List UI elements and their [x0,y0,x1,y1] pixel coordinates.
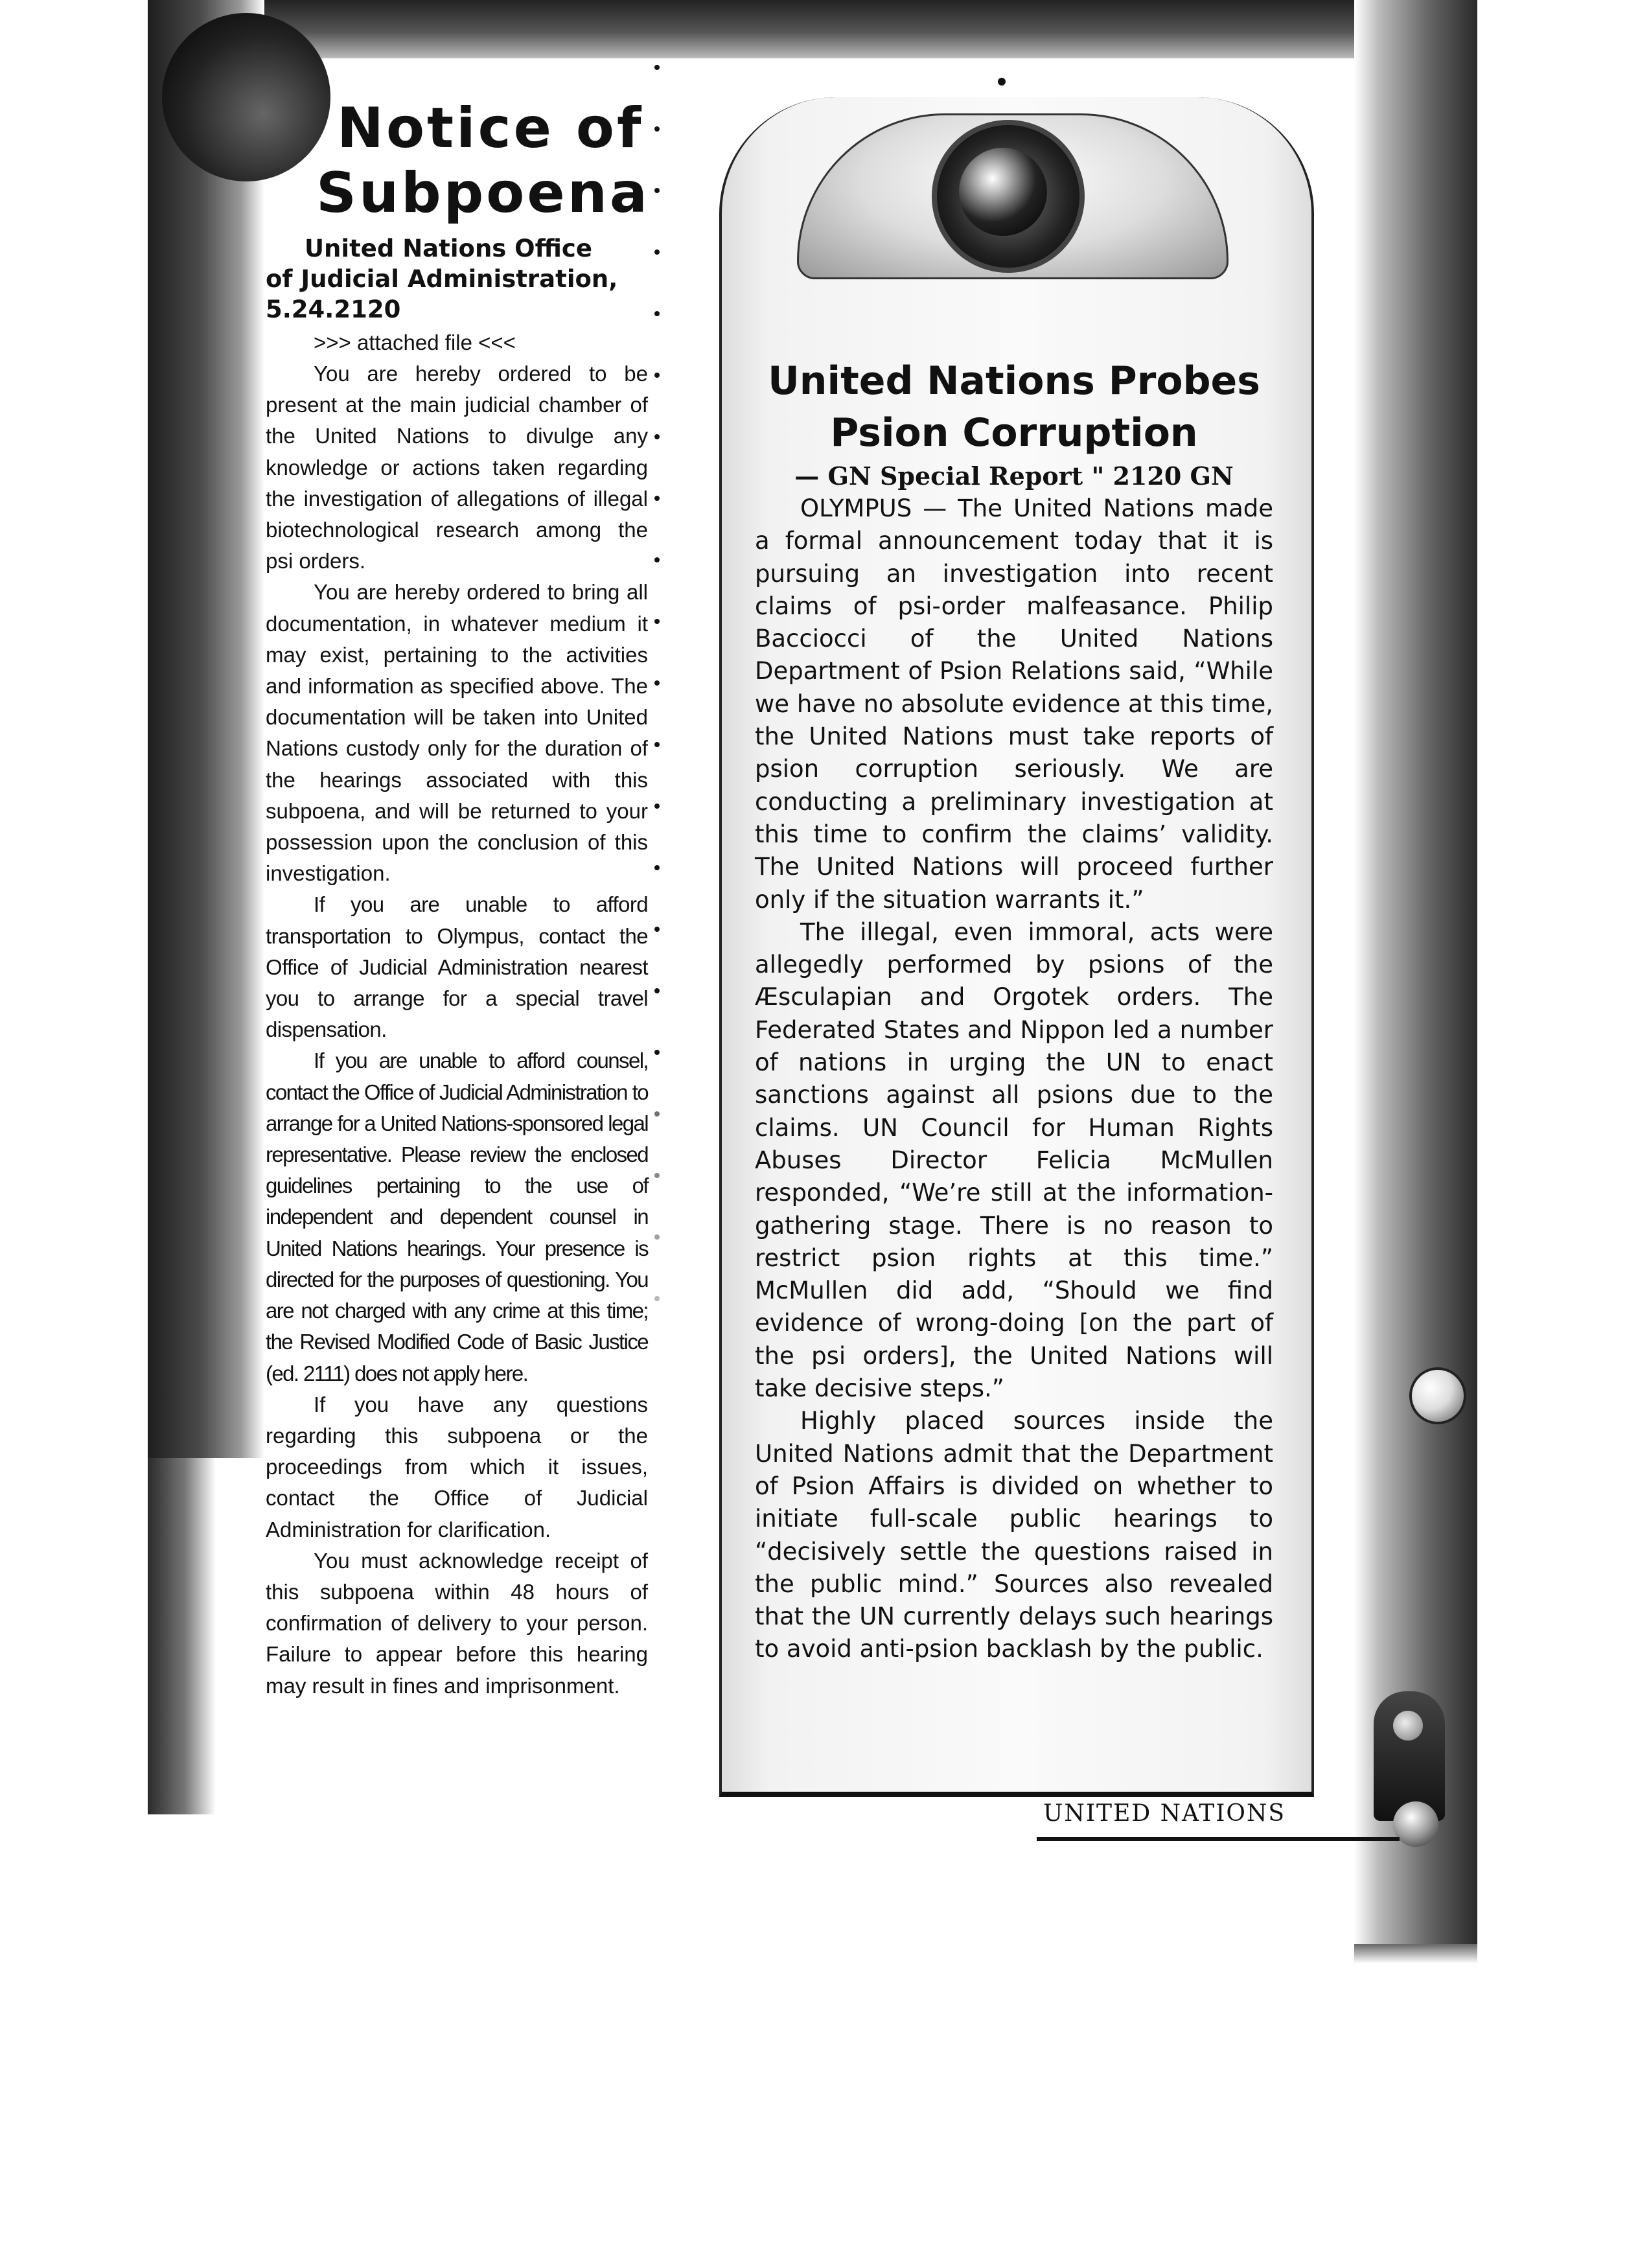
article-paragraph: Highly placed sources inside the United Nations admit that the Department of Psion Affairs is divided on whether to initiate full-scale public hearings to “decisively settle the questions raised in the public mind.” Sources also revealed that the UN currently delays such hearings to avoid anti-psion backlash by the public. [755,1407,1273,1663]
separator-dot [654,865,660,870]
separator-dot [654,188,660,193]
article-byline: — GN Special Report " 2120 GN [794,461,1234,491]
frame-right-border-end [1354,1944,1477,1963]
separator-dot [654,1050,660,1055]
frame-left-border [148,0,264,1458]
eye-pupil-icon [959,148,1047,236]
subpoena-subtitle-line1: United Nations Office [305,235,592,262]
subpoena-paragraph: If you have any questions regarding this subpoena or the proceedings from which it issues, contact the Office of Judicial Administration for clarification. [266,1392,648,1542]
separator-dot [654,1173,660,1178]
frame-top-border [148,0,1477,58]
separator-dot [654,1234,660,1240]
page-footer-label: UNITED NATIONS [1043,1800,1286,1827]
separator-dot [654,557,660,562]
separator-dot [654,1296,660,1301]
article-headline-line2: Psion Corruption [830,410,1198,456]
separator-dot [654,65,660,70]
subpoena-paragraph: You must acknowledge receipt of this subpoena within 48 hours of confirmation of delivery to your person. Failure to appear before this hearing may result in fines and imprisonment. [266,1548,648,1698]
subpoena-title-line1: Notice of [337,96,644,161]
separator-dot [654,742,660,747]
article-headline-line1: United Nations Probes [768,358,1260,404]
subpoena-body [266,358,648,1702]
footer-rule [1037,1837,1400,1841]
separator-dot [654,126,660,132]
separator-dot [654,496,660,501]
separator-dot [654,927,660,932]
separator-dot [654,434,660,439]
frame-right-border [1354,0,1477,1944]
separator-dot [654,619,660,624]
separator-dot [654,1111,660,1117]
subpoena-paragraph: You are hereby ordered to be present at the main judicial chamber of the United Nations to divulge any knowledge or actions taken regarding the investigation of allegations of illegal biotechnological research among the psi orders. [266,362,648,573]
side-orb-ornament [1409,1367,1466,1424]
article-paragraph: OLYMPUS — The United Nations made a formal announcement today that it is pursuing an investigation into recent claims of psi-order malfeasance. Philip Bacciocci of the United Nations Department of Psion Relations said, “While we have no absolute evidence at this time, the United Nations must take reports of psion corruption seriously. We are conducting a preliminary investigation at this time to confirm the claims’ validity. The United Nations will proceed further only if the situation warrants it.” [755,494,1273,914]
subpoena-paragraph: You are hereby ordered to bring all documentation, in whatever medium it may exist, pertaining to the activities and information as specified above. The documentation will be taken into United Nations custody only for the duration of the hearings associated with this subpoena, and will be returned to your possession upon the conclusion of this investigation. [266,580,648,886]
attached-file-marker: >>> attached file <<< [314,330,516,354]
separator-dot [654,311,660,316]
subpoena-title-line2: Subpoena [316,161,650,226]
subpoena-paragraph: If you are unable to afford counsel, contact the Office of Judicial Administration to arrange for a United Nations-sponsored legal representative. Please review the enclosed guidelines pertaining to the use of independent and dependent counsel in United Nations hearings. Your presence is directed for the purposes of questioning. You are not charged with any crime at this time; the Revised Modified Code of Basic Justice (ed. 2111) does not apply here. [266,1048,648,1385]
panel-top-dot [998,78,1006,86]
subpoena-paragraph: If you are unable to afford transportation to Olympus, contact the Office of Judicial Administration nearest you to arrange for a special travel dispensation. [266,892,648,1042]
separator-dot [654,988,660,993]
separator-dot [654,804,660,809]
separator-dot [654,249,660,255]
corner-orb-ornament [162,13,330,181]
article-body [755,492,1273,1666]
subpoena-subtitle-line2: of Judicial Administration, [266,265,618,293]
corner-bolt-ornament [1393,1801,1438,1847]
gargoyle-ornament [1374,1691,1445,1821]
subpoena-subtitle [266,233,667,325]
article-paragraph: The illegal, even immoral, acts were allegedly performed by psions of the Æsculapian and Orgotek orders. The Federated States and Nippon led a number of nations in urging the UN to enact sanctions against all psions due to the claims. UN Council for Human Rights Abuses Director Felicia McMullen responded, “We’re still at the information-gathering stage. There is no reason to restrict psion rights at this time.” McMullen did add, “Should we find evidence of wrong-doing [on the part of the psi orders], the United Nations will take decisive steps.” [755,918,1273,1403]
separator-dot [654,680,660,686]
subpoena-date: 5.24.2120 [266,295,401,323]
separator-dot [654,373,660,378]
frame-left-border-lower [148,1458,216,1814]
